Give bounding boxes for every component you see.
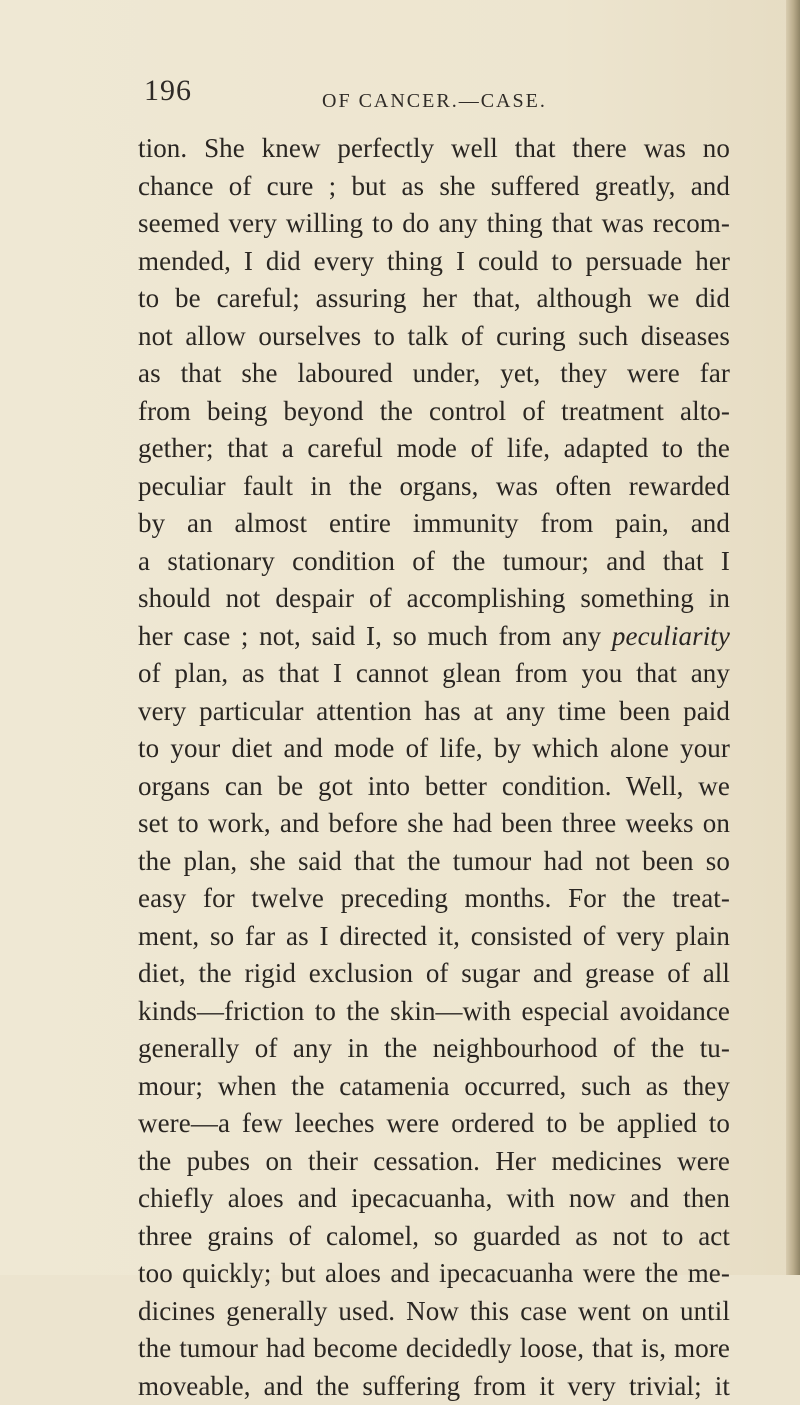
text-line: peculiar fault in the organs, was often rewarded <box>138 468 730 506</box>
text-line: the plan, she said that the tumour had not been so <box>138 843 730 881</box>
text-line: to be careful; assuring her that, although we did <box>138 280 730 318</box>
text-line: diet, the rigid exclusion of sugar and grease of all <box>138 955 730 993</box>
text-line: three grains of calomel, so guarded as not to act <box>138 1218 730 1256</box>
text-line: chiefly aloes and ipecacuanha, with now and then <box>138 1180 730 1218</box>
text-line: were—a few leeches were ordered to be applied to <box>138 1105 730 1143</box>
running-head: OF CANCER.—CASE. <box>322 90 547 113</box>
text-line: mour; when the catamenia occurred, such as they <box>138 1068 730 1106</box>
text-line: kinds—friction to the skin—with especial avoidance <box>138 993 730 1031</box>
text-line: organs can be got into better condition. Well, we <box>138 768 730 806</box>
text-line: as that she laboured under, yet, they were far <box>138 355 730 393</box>
emphasized-word: peculiarity <box>612 621 730 651</box>
text-line: of plan, as that I cannot glean from you that any <box>138 655 730 693</box>
text-line: tion. She knew perfectly well that there was no <box>138 130 730 168</box>
text-line: to your diet and mode of life, by which alone your <box>138 730 730 768</box>
text-line: gether; that a careful mode of life, adapted to the <box>138 430 730 468</box>
text-line: seemed very willing to do any thing that was recom- <box>138 205 730 243</box>
text-line: a stationary condition of the tumour; and that I <box>138 543 730 581</box>
text-line: moveable, and the suffering from it very trivial; it <box>138 1368 730 1405</box>
text-fragment: her case ; not, said I, so much from any <box>138 621 612 651</box>
text-line: too quickly; but aloes and ipecacuanha were the me- <box>138 1255 730 1293</box>
text-line: mended, I did every thing I could to persuade her <box>138 243 730 281</box>
text-line: very particular attention has at any time been paid <box>138 693 730 731</box>
body-text <box>138 130 730 1405</box>
page-edge-shadow <box>786 0 800 1275</box>
text-line: by an almost entire immunity from pain, and <box>138 505 730 543</box>
text-line: easy for twelve preceding months. For the treat- <box>138 880 730 918</box>
text-line: the tumour had become decidedly loose, that is, more <box>138 1330 730 1368</box>
text-line: from being beyond the control of treatment alto- <box>138 393 730 431</box>
text-line-with-emphasis <box>138 618 730 656</box>
text-line: chance of cure ; but as she suffered greatly, and <box>138 168 730 206</box>
text-line: ment, so far as I directed it, consisted of very plain <box>138 918 730 956</box>
page-header <box>144 80 744 120</box>
text-line: generally of any in the neighbourhood of the tu- <box>138 1030 730 1068</box>
text-line: not allow ourselves to talk of curing such diseases <box>138 318 730 356</box>
text-line: should not despair of accomplishing something in <box>138 580 730 618</box>
text-line: set to work, and before she had been three weeks on <box>138 805 730 843</box>
page-number: 196 <box>144 74 192 108</box>
text-line: the pubes on their cessation. Her medicines were <box>138 1143 730 1181</box>
text-line: dicines generally used. Now this case went on until <box>138 1293 730 1331</box>
